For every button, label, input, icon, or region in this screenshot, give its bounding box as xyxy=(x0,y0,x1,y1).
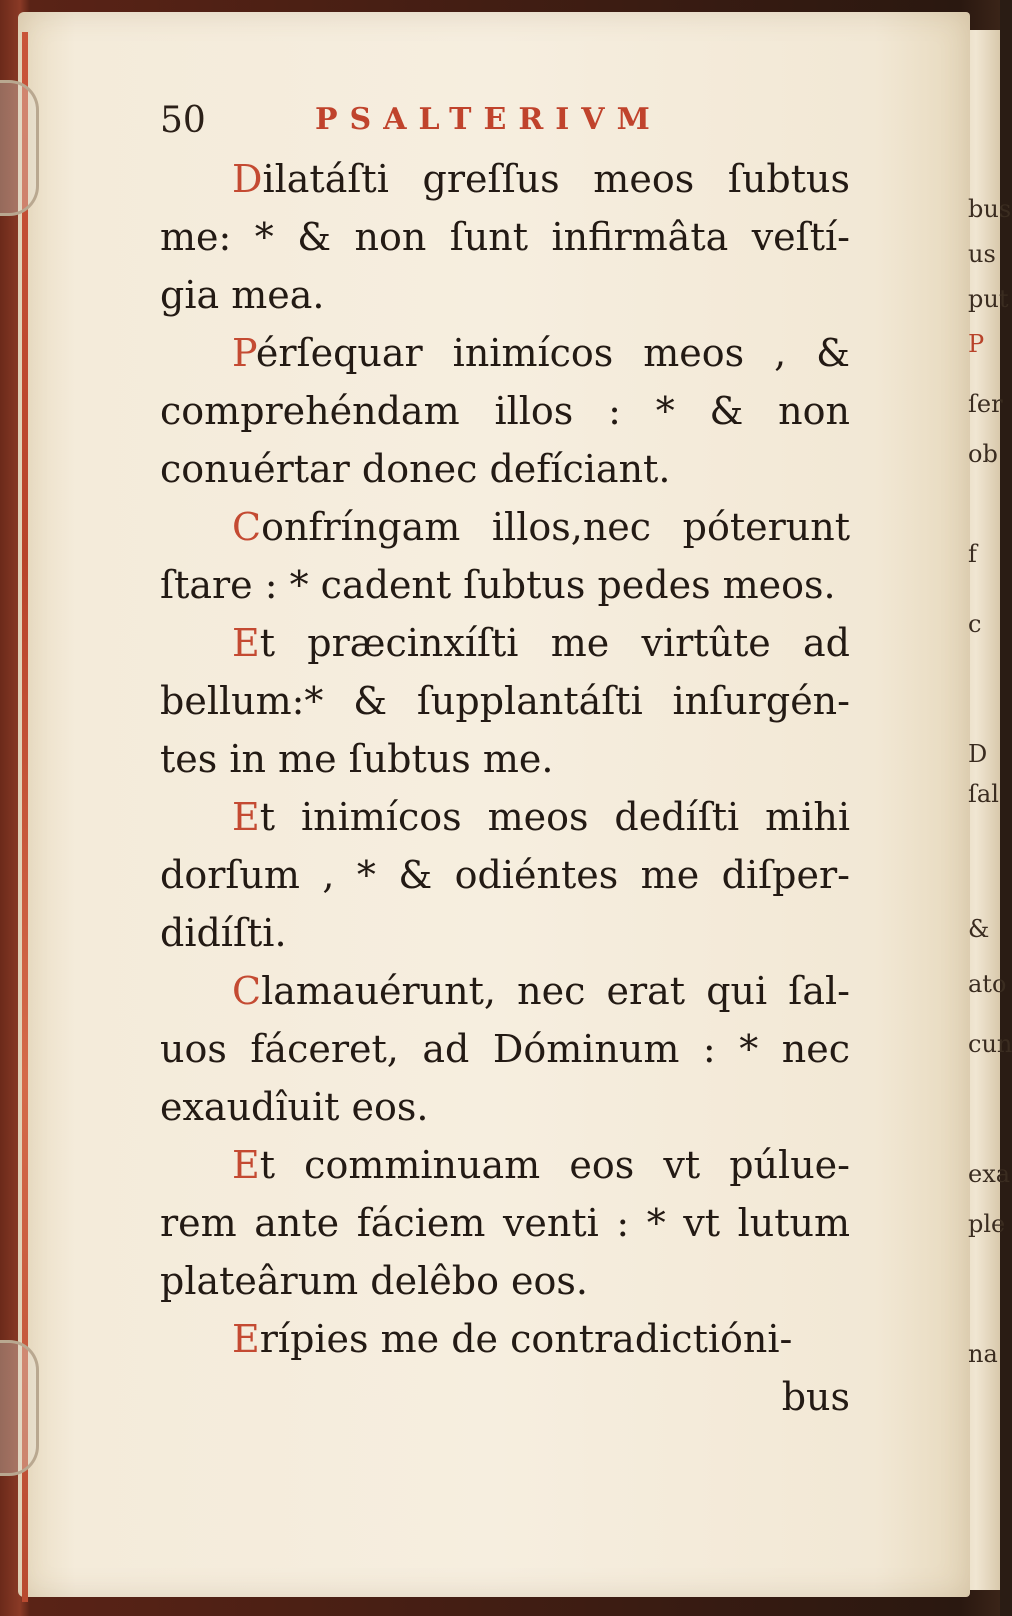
verse-first-line-text: onfríngam illos,nec póterunt xyxy=(261,505,850,549)
verse-first-line xyxy=(160,150,850,208)
verse-line: plateârum delêbo eos. xyxy=(160,1259,588,1303)
facing-page-fragment: ato xyxy=(968,970,1007,998)
verse-first-line-text: t comminuam eos vt púlue- xyxy=(259,1143,850,1187)
facing-page-fragment: cun xyxy=(968,1030,1012,1058)
top-page-clip xyxy=(0,80,39,216)
verse-first-line xyxy=(160,614,850,672)
verse-line: comprehéndam illos : * & non xyxy=(160,389,850,433)
verse-line: ſtare : * cadent ſubtus pedes meos. xyxy=(160,563,836,607)
verse-first-line-text: érſequar inimícos meos , & xyxy=(255,331,850,375)
verse-first-line-text: t præcinxíſti me virtûte ad xyxy=(259,621,850,665)
facing-page-fragment: put xyxy=(968,285,1009,313)
verse-first-line xyxy=(160,498,850,556)
catchword: bus xyxy=(781,1375,850,1419)
rubricated-initial: C xyxy=(232,505,262,549)
verse xyxy=(160,1310,850,1368)
psalm-text xyxy=(160,150,850,1426)
facing-page-fragment: na xyxy=(968,1340,998,1368)
facing-page-fragment: ſal xyxy=(968,780,999,808)
verse-first-line-text: lamauérunt, nec erat qui ſal- xyxy=(261,969,850,1013)
verse-line: bellum:* & ſupplantáſti inſurgén- xyxy=(160,679,850,723)
facing-page-fragment: exa xyxy=(968,1160,1011,1188)
verse-line: didíſti. xyxy=(160,911,287,955)
rubricated-initial: E xyxy=(232,1143,260,1187)
verse-line: exaudîuit eos. xyxy=(160,1085,429,1129)
facing-page-fragment: us xyxy=(968,240,996,268)
verse-line: me: * & non ſunt infirmâta veſtí- xyxy=(160,215,850,259)
rubricated-initial: E xyxy=(232,795,260,839)
verse-first-line xyxy=(160,788,850,846)
verse xyxy=(160,1136,850,1310)
bottom-page-clip xyxy=(0,1340,39,1476)
verse-first-line xyxy=(160,324,850,382)
verse-first-line xyxy=(160,1136,850,1194)
verse xyxy=(160,150,850,324)
rubricated-initial: E xyxy=(232,621,260,665)
verse xyxy=(160,962,850,1136)
facing-page-fragment: ob xyxy=(968,440,998,468)
verse-line: uos fáceret, ad Dóminum : * nec xyxy=(160,1027,850,1071)
verse xyxy=(160,614,850,788)
verse-first-line-text: ilatáſti greſſus meos ſubtus xyxy=(262,157,850,201)
facing-page-fragment: ſer xyxy=(968,390,1003,418)
folio-number: 50 xyxy=(160,100,206,141)
verse-line: tes in me ſubtus me. xyxy=(160,737,554,781)
facing-page-fragment: bus xyxy=(968,195,1012,223)
rubricated-initial: E xyxy=(232,1317,260,1361)
verse-first-line xyxy=(160,962,850,1020)
running-head: PSALTERIVM xyxy=(315,102,662,137)
verse xyxy=(160,498,850,614)
verse-line: gia mea. xyxy=(160,273,325,317)
facing-page-fragment: P xyxy=(968,330,985,358)
facing-page-fragment: & xyxy=(968,915,990,943)
verse-line: rem ante fáciem venti : * vt lutum xyxy=(160,1201,850,1245)
facing-page-fragment: c xyxy=(968,610,982,638)
rubricated-initial: P xyxy=(232,331,256,375)
verse xyxy=(160,788,850,962)
facing-page-fragment: ple xyxy=(968,1210,1006,1238)
verse-first-line xyxy=(160,1310,850,1368)
page-header xyxy=(160,100,860,150)
rubricated-initial: C xyxy=(232,969,262,1013)
verse-first-line-text: rípies me de contradictióni- xyxy=(259,1317,793,1361)
verse-line: conuértar donec defíciant. xyxy=(160,447,671,491)
facing-page-fragment: f xyxy=(968,540,977,568)
verse-line: dorſum , * & odiéntes me diſper- xyxy=(160,853,850,897)
verse-first-line-text: t inimícos meos dedíſti mihi xyxy=(259,795,850,839)
rubricated-initial: D xyxy=(232,157,263,201)
facing-page-fragment: D xyxy=(968,740,988,768)
verse xyxy=(160,324,850,498)
